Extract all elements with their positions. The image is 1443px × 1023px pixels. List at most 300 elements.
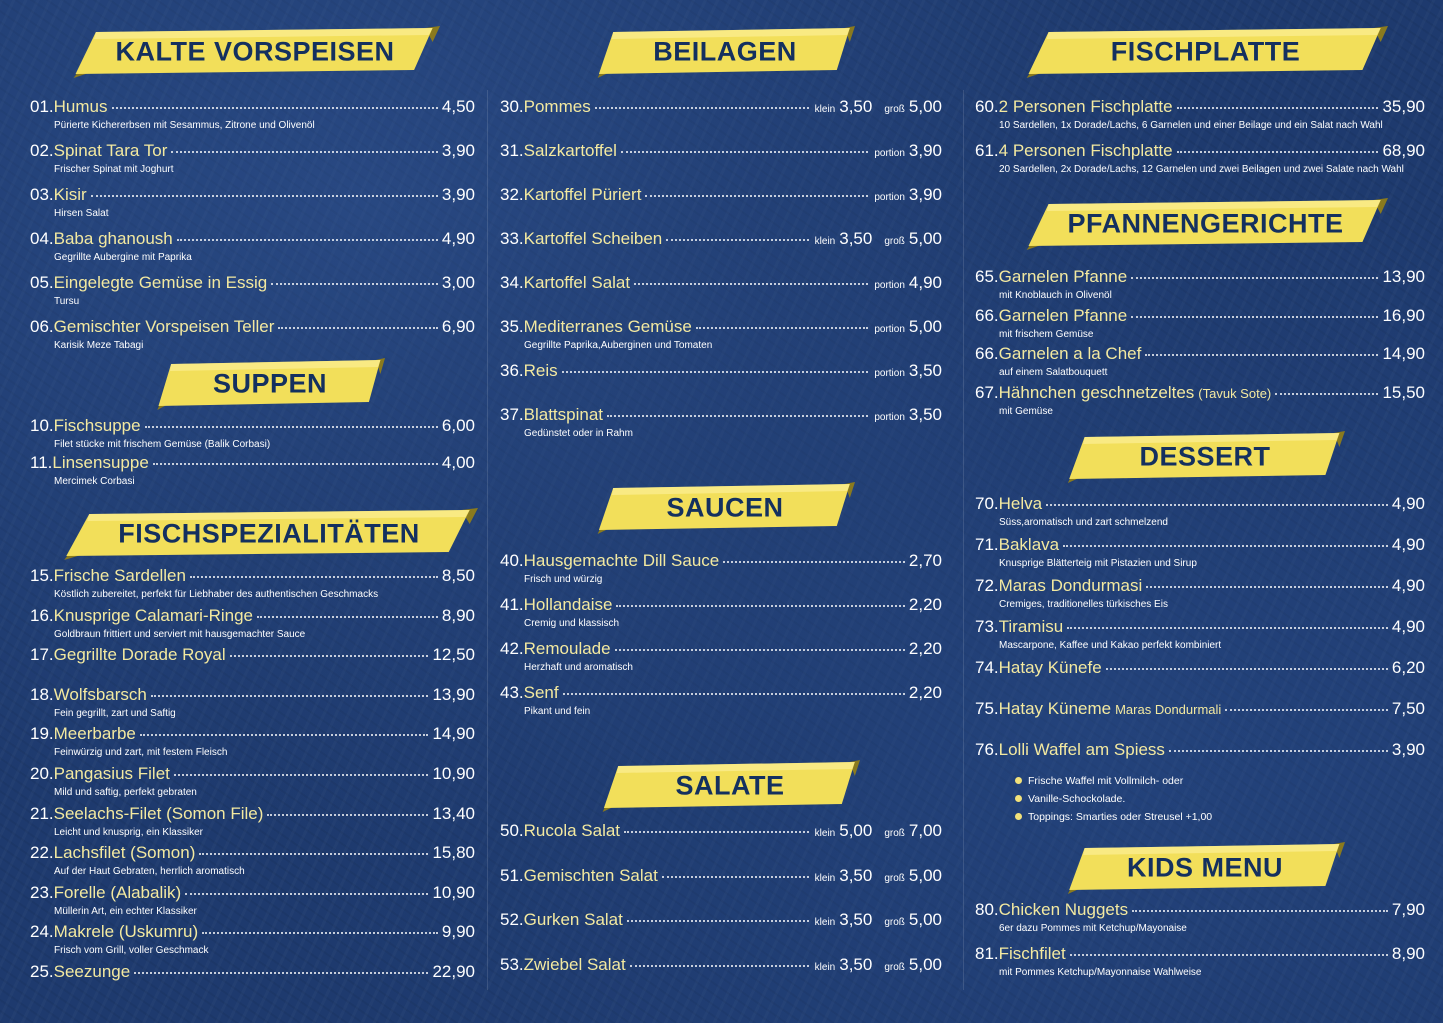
menu-item-row	[975, 658, 1425, 680]
menu-item	[30, 566, 475, 606]
item-number: 40.	[500, 551, 524, 570]
menu-item	[500, 97, 942, 137]
item-price: 10,90	[432, 764, 475, 783]
item-description: Frisch und würzig	[524, 574, 603, 585]
menu-item	[30, 317, 475, 357]
menu-item-row	[30, 645, 475, 667]
menu-item	[500, 683, 942, 723]
size-label: portion	[874, 148, 905, 159]
section-banner-beilagen	[595, 26, 855, 78]
dot-leader	[145, 426, 438, 428]
item-number: 35.	[500, 317, 524, 336]
menu-column-3	[975, 0, 1425, 1023]
menu-item	[975, 97, 1425, 137]
menu-item	[975, 699, 1425, 739]
menu-item-row	[975, 617, 1425, 639]
item-name: Fischfilet	[998, 944, 1066, 963]
menu-item-row	[975, 576, 1425, 598]
item-price: 8,90	[441, 605, 475, 625]
item-number: 19.	[30, 724, 54, 744]
dot-leader	[1070, 954, 1388, 956]
item-name: Kartoffel Scheiben	[523, 229, 663, 248]
item-number: 32.	[500, 185, 524, 204]
item-name: Kartoffel Salat	[523, 273, 631, 292]
dot-leader	[607, 415, 868, 417]
item-description: 6er dazu Pommes mit Ketchup/Mayonaise	[999, 923, 1187, 934]
menu-item	[30, 724, 475, 764]
menu-item-row	[30, 317, 475, 339]
dot-leader	[1067, 627, 1388, 629]
item-description: Köstlich zubereitet, perfekt für Liebhaber des authentischen Geschmacks	[54, 589, 379, 600]
price-small: 3,50	[839, 910, 873, 929]
item-price: 3,90	[908, 185, 942, 204]
item-number: 74.	[975, 658, 999, 677]
item-name: Maras Dondurmasi	[998, 576, 1143, 595]
dot-leader	[199, 853, 428, 855]
menu-item-row	[500, 317, 942, 339]
item-name: Lolli Waffel am Spiess	[998, 740, 1165, 759]
size-label: portion	[874, 324, 905, 335]
item-description: Fein gegrillt, zart und Saftig	[54, 707, 176, 719]
menu-item-row	[975, 494, 1425, 516]
dot-leader	[616, 605, 904, 607]
item-note: (Tavuk Sote)	[1198, 385, 1272, 401]
item-name: 2 Personen Fischplatte	[998, 97, 1173, 116]
item-number: 22.	[30, 843, 54, 863]
column-divider-left	[487, 90, 488, 990]
section-title: SUPPEN	[212, 368, 328, 399]
item-price: 10,90	[432, 882, 475, 902]
size-label: groß	[884, 828, 905, 839]
dot-leader	[662, 876, 809, 878]
price-small: 3,50	[839, 865, 873, 885]
item-description: 20 Sardellen, 2x Dorade/Lachs, 12 Garnelen und zwei Beilagen und zwei Salate nach Wahl	[999, 164, 1404, 175]
dot-leader	[1177, 151, 1379, 153]
item-name: Seelachs-Filet (Somon File)	[53, 803, 264, 823]
menu-item	[30, 843, 475, 883]
dot-leader	[271, 283, 438, 285]
item-number: 02.	[30, 141, 54, 160]
menu-item-row	[30, 141, 475, 163]
price-small: 3,50	[839, 97, 873, 116]
menu-item-row	[30, 843, 475, 865]
menu-item	[30, 962, 475, 1002]
item-name: Gegrillte Dorade Royal	[53, 645, 226, 665]
waffel-toppings-list	[1015, 775, 1212, 829]
item-description: 10 Sardellen, 1x Dorade/Lachs, 6 Garnelen und einer Beilage und ein Salat nach Wahl	[999, 120, 1383, 131]
item-price: 4,90	[1391, 535, 1425, 554]
item-description: Frisch vom Grill, voller Geschmack	[54, 945, 209, 957]
item-number: 67.	[975, 382, 999, 402]
item-description: Feinwürzig und zart, mit festem Fleisch	[54, 747, 228, 759]
item-price: 7,50	[1391, 699, 1425, 718]
menu-item-row	[500, 405, 942, 427]
menu-item-row	[500, 910, 942, 932]
section-title: KIDS MENU	[1126, 852, 1283, 883]
menu-item-row	[500, 361, 942, 383]
item-number: 10.	[30, 416, 54, 435]
size-label: groß	[884, 236, 905, 247]
dot-leader	[624, 831, 809, 833]
item-number: 33.	[500, 229, 524, 248]
menu-item	[500, 141, 942, 181]
item-number: 06.	[30, 317, 54, 336]
item-note: Maras Dondurmali	[1115, 702, 1222, 717]
item-description: Tursu	[54, 296, 80, 307]
item-price: 13,90	[1382, 267, 1425, 286]
menu-item-row	[30, 606, 475, 628]
dot-leader	[177, 239, 438, 241]
item-name: Salzkartoffel	[523, 141, 617, 160]
item-name: Hausgemachte Dill Sauce	[523, 551, 720, 570]
item-description: auf einem Salatbouquett	[999, 367, 1108, 378]
section-title: FISCHPLATTE	[1110, 36, 1301, 67]
dot-leader	[1131, 277, 1378, 279]
section-banner-suppen	[155, 358, 385, 410]
item-description: Auf der Haut Gebraten, herrlich aromatisch	[54, 866, 245, 878]
item-price: 9,90	[441, 922, 475, 942]
item-price: 7,90	[1391, 900, 1425, 919]
item-price: 16,90	[1382, 305, 1425, 325]
dot-leader	[627, 920, 809, 922]
menu-item	[975, 344, 1425, 384]
section-banner-pfannengerichte	[1023, 198, 1388, 250]
item-name: Seezunge	[53, 962, 131, 981]
bullet-dot-icon	[1015, 813, 1022, 820]
section-banner-saucen	[595, 482, 855, 534]
size-label-small: klein	[814, 961, 836, 973]
menu-item	[975, 141, 1425, 181]
item-description: Mercimek Corbasi	[54, 476, 135, 487]
menu-item-row	[30, 962, 475, 984]
item-number: 21.	[30, 803, 54, 823]
item-number: 76.	[975, 740, 999, 759]
item-description: Filet stücke mit frischem Gemüse (Balik Corbasi)	[54, 439, 271, 450]
item-number: 52.	[500, 910, 524, 929]
menu-item-row	[975, 900, 1425, 922]
item-name: Humus	[53, 97, 108, 116]
item-name: Baklava	[998, 535, 1060, 554]
menu-item-row	[500, 683, 942, 705]
menu-item-row	[500, 229, 942, 251]
menu-item-row	[30, 229, 475, 251]
item-name: Meerbarbe	[53, 724, 136, 744]
size-label-small: klein	[814, 236, 836, 247]
item-name: Kartoffel Püriert	[523, 185, 642, 204]
item-price: 2,70	[908, 551, 942, 570]
dot-leader	[595, 107, 809, 109]
item-number: 53.	[500, 954, 524, 974]
item-price: 13,40	[432, 803, 475, 823]
item-number: 73.	[975, 617, 999, 636]
item-name: Knusprige Calamari-Ringe	[53, 605, 254, 625]
menu-item-row	[500, 185, 942, 207]
bullet-text: Toppings: Smarties oder Streusel +1,00	[1028, 811, 1213, 823]
menu-item	[500, 910, 942, 950]
column-divider-right	[963, 90, 964, 990]
menu-item-row	[30, 883, 475, 905]
item-description: Cremiges, traditionelles türkisches Eis	[999, 599, 1168, 610]
item-description: mit Pommes Ketchup/Mayonnaise Wahlweise	[999, 967, 1202, 978]
size-label: groß	[884, 872, 905, 884]
section-title: SAUCEN	[666, 492, 784, 523]
dot-leader	[112, 107, 438, 109]
dot-leader	[645, 195, 868, 197]
menu-item-row	[975, 306, 1425, 328]
section-banner-fischspezialitaeten	[60, 508, 478, 560]
menu-item-row	[30, 453, 475, 475]
section-banner-kids-menu	[1065, 842, 1345, 894]
size-label: portion	[874, 368, 905, 379]
bullet-text: Vanille-Schockolade.	[1028, 793, 1126, 805]
dot-leader	[174, 774, 429, 776]
item-name: Kisir	[53, 185, 87, 204]
item-price: 3,90	[1391, 740, 1425, 759]
item-price: 4,90	[441, 229, 475, 248]
section-banner-kalte-vorspeisen	[70, 26, 440, 78]
item-name: Blattspinat	[523, 405, 604, 424]
dot-leader	[1146, 586, 1388, 588]
item-number: 15.	[30, 566, 54, 585]
menu-item	[500, 229, 942, 269]
item-number: 34.	[500, 273, 524, 292]
size-label: portion	[874, 280, 905, 291]
item-description: Cremig und klassisch	[524, 618, 620, 629]
item-number: 24.	[30, 922, 54, 942]
dot-leader	[630, 965, 809, 967]
size-label-small: klein	[814, 104, 836, 115]
size-label-small: klein	[814, 828, 836, 839]
dot-leader	[257, 616, 438, 618]
dot-leader	[621, 151, 868, 153]
dot-leader	[1131, 316, 1378, 318]
section-banner-fischplatte	[1023, 26, 1388, 78]
dot-leader	[1169, 750, 1388, 752]
menu-item-row	[975, 383, 1425, 405]
item-description: Karisik Meze Tabagi	[54, 340, 144, 351]
item-name: Chicken Nuggets	[998, 900, 1129, 919]
item-price: 14,90	[1382, 344, 1425, 363]
menu-item	[500, 821, 942, 861]
dot-leader	[1225, 709, 1388, 711]
item-price: 2,20	[908, 595, 942, 614]
item-description: Herzhaft und aromatisch	[524, 662, 633, 673]
dot-leader	[696, 327, 869, 329]
item-number: 60.	[975, 97, 999, 116]
menu-item	[975, 306, 1425, 346]
section-title: KALTE VORSPEISEN	[115, 36, 395, 67]
item-price: 6,20	[1391, 658, 1425, 677]
item-number: 05.	[30, 273, 54, 292]
item-name: Remoulade	[523, 639, 611, 658]
item-name: Linsensuppe	[52, 453, 149, 472]
item-price: 4,90	[1391, 617, 1425, 636]
menu-item	[975, 494, 1425, 534]
item-price: 5,00	[908, 317, 942, 336]
menu-item-row	[975, 97, 1425, 119]
item-number: 81.	[975, 944, 999, 963]
item-name: Spinat Tara Tor	[53, 141, 168, 160]
item-description: Pürierte Kichererbsen mit Sesammus, Zitrone und Olivenöl	[54, 120, 315, 131]
item-number: 72.	[975, 576, 999, 595]
item-price: 7,00	[908, 821, 942, 840]
dot-leader	[563, 693, 905, 695]
item-price: 4,90	[1391, 494, 1425, 513]
menu-item	[975, 617, 1425, 657]
item-name: 4 Personen Fischplatte	[998, 141, 1173, 160]
item-name: Eingelegte Gemüse in Essig	[53, 273, 268, 292]
item-price: 3,50	[908, 405, 942, 424]
menu-item	[975, 900, 1425, 940]
item-price: 3,90	[908, 141, 942, 160]
item-price: 3,90	[441, 141, 475, 160]
size-label-small: klein	[814, 917, 836, 928]
item-name: Garnelen Pfanne	[998, 305, 1128, 325]
bullet-dot-icon	[1015, 795, 1022, 802]
item-number: 20.	[30, 764, 54, 783]
dot-leader	[153, 463, 438, 465]
dot-leader	[134, 972, 428, 974]
item-description: mit Gemüse	[999, 405, 1053, 417]
item-number: 17.	[30, 645, 54, 665]
menu-item-row	[500, 551, 942, 573]
item-name: Mediterranes Gemüse	[523, 317, 692, 336]
menu-item	[30, 764, 475, 804]
menu-item-row	[975, 740, 1425, 762]
item-price: 5,00	[908, 97, 942, 116]
item-number: 23.	[30, 882, 54, 902]
menu-item	[500, 361, 942, 401]
item-description: Frischer Spinat mit Joghurt	[54, 164, 174, 175]
item-price: 5,00	[908, 910, 942, 929]
item-number: 42.	[500, 639, 524, 658]
item-price: 4,50	[441, 97, 475, 116]
dot-leader	[1177, 107, 1379, 109]
menu-item	[500, 955, 942, 995]
item-name: Gurken Salat	[523, 910, 623, 929]
item-description: Mascarpone, Kaffee und Kakao perfekt kombiniert	[999, 640, 1222, 651]
menu-item-row	[975, 535, 1425, 557]
item-price: 35,90	[1382, 97, 1425, 116]
item-number: 41.	[500, 595, 524, 614]
menu-item	[500, 405, 942, 445]
menu-item	[975, 944, 1425, 984]
dot-leader	[202, 932, 438, 934]
item-number: 61.	[975, 141, 999, 160]
menu-column-2	[500, 0, 942, 1023]
item-number: 50.	[500, 821, 524, 840]
section-title: PFANNENGERICHTE	[1067, 208, 1344, 239]
item-price: 2,20	[908, 683, 942, 702]
item-description: Müllerin Art, ein echter Klassiker	[54, 905, 197, 917]
menu-item-row	[30, 764, 475, 786]
menu-item-row	[500, 97, 942, 119]
item-number: 51.	[500, 865, 524, 885]
menu-item	[30, 922, 475, 962]
dot-leader	[190, 576, 438, 578]
item-name: Fischsuppe	[53, 416, 141, 435]
menu-item-row	[500, 273, 942, 295]
item-price: 15,50	[1382, 382, 1425, 402]
item-name: Garnelen Pfanne	[998, 267, 1128, 286]
section-title: BEILAGEN	[653, 36, 797, 67]
item-description: Pikant und fein	[524, 706, 591, 717]
menu-item	[500, 866, 942, 906]
item-name: Zwiebel Salat	[523, 954, 626, 974]
item-name: Senf	[523, 683, 559, 702]
size-label: portion	[874, 412, 905, 423]
item-name: Hatay Küneme	[998, 699, 1112, 718]
menu-item	[30, 273, 475, 313]
menu-item	[975, 740, 1425, 780]
item-price: 5,00	[908, 954, 942, 974]
item-price: 4,90	[908, 273, 942, 292]
item-number: 03.	[30, 185, 54, 204]
dot-leader	[1132, 910, 1388, 912]
section-title: SALATE	[675, 770, 785, 801]
menu-item	[30, 685, 475, 725]
menu-item	[30, 97, 475, 137]
item-price: 5,00	[908, 229, 942, 248]
menu-item	[30, 185, 475, 225]
menu-item-row	[500, 595, 942, 617]
item-number: 30.	[500, 97, 524, 116]
menu-item	[30, 229, 475, 269]
dot-leader	[171, 151, 438, 153]
item-price: 6,00	[441, 416, 475, 435]
dot-leader	[91, 195, 438, 197]
menu-item-row	[30, 804, 475, 826]
item-number: 65.	[975, 267, 999, 286]
item-price: 4,90	[1391, 576, 1425, 595]
item-number: 43.	[500, 683, 524, 702]
topping-bullet	[1015, 811, 1212, 829]
menu-item	[500, 185, 942, 225]
menu-item-row	[500, 639, 942, 661]
item-number: 37.	[500, 405, 524, 424]
menu-item	[30, 416, 475, 456]
item-price: 68,90	[1382, 141, 1425, 160]
dot-leader	[267, 814, 428, 816]
item-price: 4,00	[441, 453, 475, 472]
menu-item-row	[30, 185, 475, 207]
menu-item-row	[30, 416, 475, 438]
item-price: 2,20	[908, 639, 942, 658]
item-price: 12,50	[432, 645, 475, 665]
menu-item-row	[30, 273, 475, 295]
dot-leader	[562, 371, 869, 373]
item-price: 13,90	[432, 684, 475, 704]
menu-item-row	[30, 724, 475, 746]
menu-item	[30, 804, 475, 844]
item-name: Baba ghanoush	[53, 229, 173, 248]
item-price: 14,90	[432, 724, 475, 744]
menu-item-row	[975, 344, 1425, 366]
item-description: Mild und saftig, perfekt gebraten	[54, 787, 197, 798]
menu-item	[975, 267, 1425, 307]
menu-item	[30, 645, 475, 685]
dot-leader	[666, 239, 808, 241]
topping-bullet	[1015, 793, 1212, 811]
item-number: 66.	[975, 305, 999, 325]
item-name: Reis	[523, 361, 558, 380]
item-price: 15,80	[432, 843, 475, 863]
dot-leader	[634, 283, 868, 285]
price-small: 3,50	[839, 954, 873, 974]
item-number: 25.	[30, 962, 54, 981]
item-description: Süss,aromatisch und zart schmelzend	[999, 517, 1168, 528]
menu-item-row	[500, 955, 942, 977]
